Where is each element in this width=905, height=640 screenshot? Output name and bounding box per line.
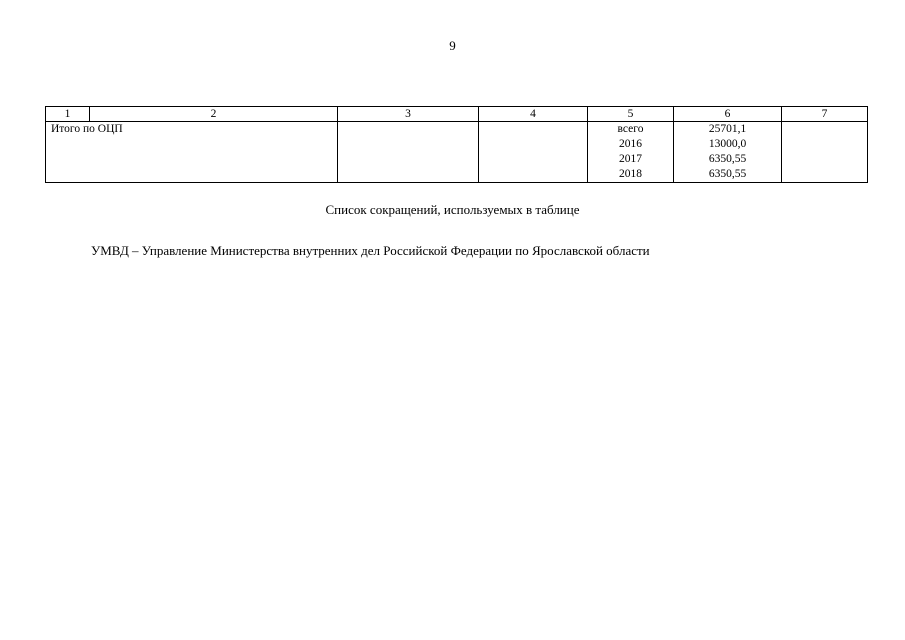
table-header-row [46, 107, 868, 122]
amounts-cell [674, 122, 782, 183]
total-col3-cell [338, 122, 479, 183]
column-header-5: 5 [588, 107, 674, 122]
period-2016: 2016 [619, 138, 642, 150]
total-label-cell: Итого по ОЦП [46, 122, 338, 183]
period-2017: 2017 [619, 153, 642, 165]
period-2018: 2018 [619, 168, 642, 180]
amount-total: 25701,1 [708, 123, 747, 135]
column-header-2: 2 [90, 107, 338, 122]
amount-2017: 6350,55 [708, 153, 747, 165]
column-header-3: 3 [338, 107, 479, 122]
period-total: всего [617, 123, 644, 135]
amount-2018: 6350,55 [708, 168, 747, 180]
column-header-7: 7 [782, 107, 868, 122]
total-col7-cell [782, 122, 868, 183]
amount-2016: 13000,0 [708, 138, 747, 150]
column-header-4: 4 [479, 107, 588, 122]
page-number: 9 [449, 38, 456, 53]
total-col4-cell [479, 122, 588, 183]
abbreviation-umvd: УМВД – Управление Министерства внутренних дел Российской Федерации по Ярославской области [91, 243, 650, 258]
column-header-1: 1 [46, 107, 90, 122]
table-row-total [46, 122, 868, 183]
column-header-6: 6 [674, 107, 782, 122]
abbreviations-caption: Список сокращений, используемых в таблице [325, 202, 580, 217]
budget-table [45, 106, 868, 183]
periods-cell [588, 122, 674, 183]
